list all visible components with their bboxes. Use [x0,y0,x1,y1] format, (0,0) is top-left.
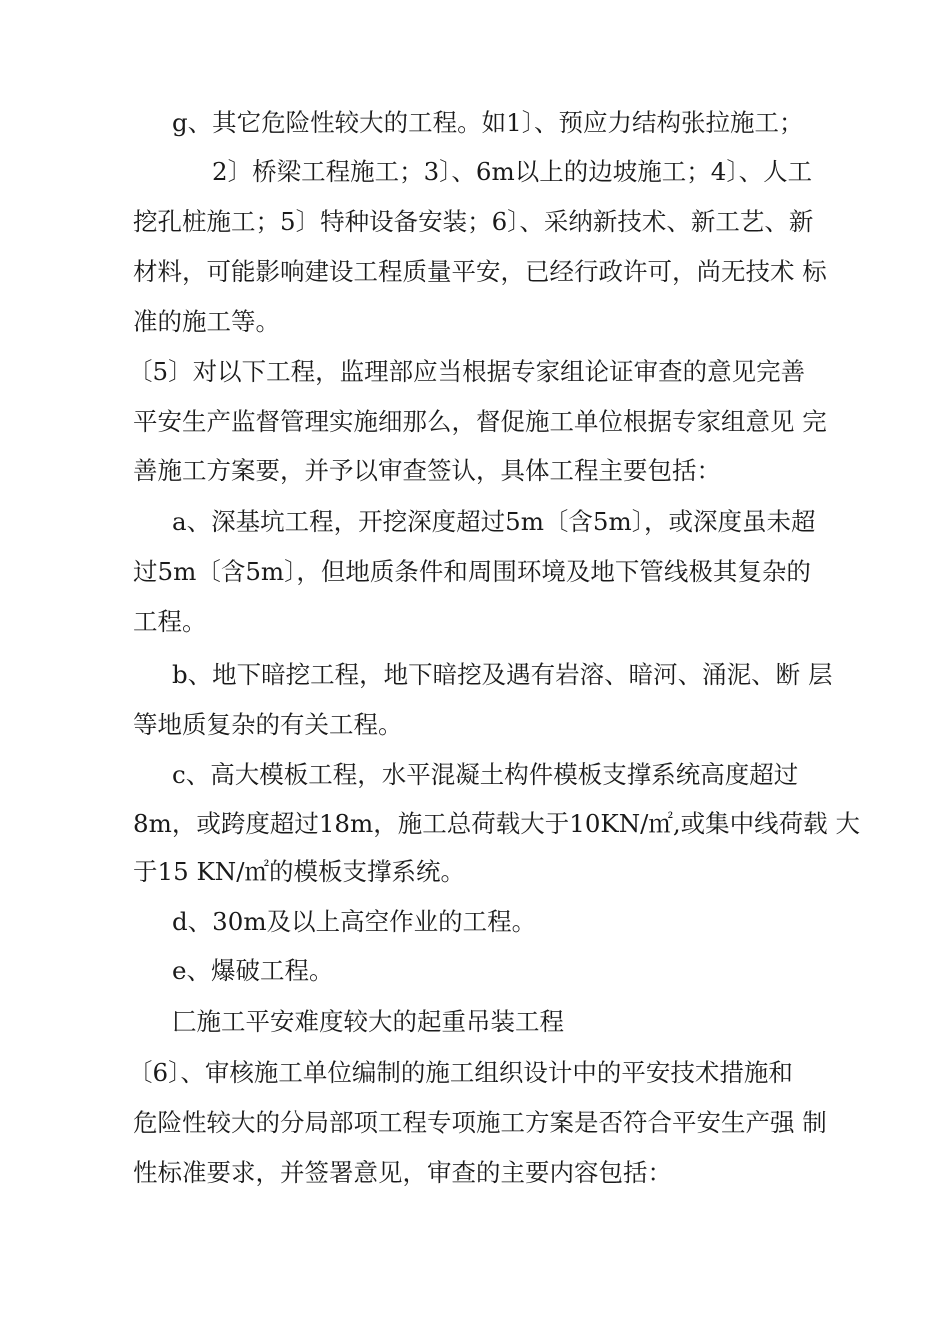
text-line: 2〕桥梁工程施工；3〕、6m以上的边坡施工；4〕、人工 [212,157,813,186]
text-line: a、深基坑工程，开挖深度超过5m〔含5m〕，或深度虽未超 [172,507,816,536]
text-line: 等地质复杂的有关工程。 [133,710,403,739]
text-line: 危险性较大的分局部项工程专项施工方案是否符合平安生产强 制 [133,1108,827,1137]
text-line: 于15 KN/㎡的模板支撑系统。 [133,857,465,886]
text-line: 〔6〕、审核施工单位编制的施工组织设计中的平安技术措施和 [128,1058,793,1087]
text-line: 工程。 [133,607,207,636]
text-line: g、其它危险性较大的工程。如1〕、预应力结构张拉施工； [172,108,804,137]
text-line: d、30m及以上高空作业的工程。 [172,907,537,936]
text-line: 挖孔桩施工；5〕特种设备安装；6〕、采纳新技术、新工艺、新 [133,207,814,236]
text-line: 平安生产监督管理实施细那么，督促施工单位根据专家组意见 完 [133,407,827,436]
text-line: 8m，或跨度超过18m，施工总荷载大于10KN/㎡,或集中线荷载 大 [133,809,860,838]
text-line: 材料，可能影响建设工程质量平安，已经行政许可，尚无技术 标 [133,257,827,286]
text-line: 准的施工等。 [133,307,280,336]
text-line: 〔5〕对以下工程，监理部应当根据专家组论证审查的意见完善 [128,357,806,386]
text-line: b、地下暗挖工程，地下暗挖及遇有岩溶、暗河、涌泥、断 层 [172,660,833,689]
text-line: 过5m〔含5m〕，但地质条件和周围环境及地下管线极其复杂的 [133,557,811,586]
text-line: 善施工方案要，并予以审查签认，具体工程主要包括： [133,456,721,485]
text-line: 匚施工平安难度较大的起重吊装工程 [172,1007,564,1036]
text-line: e、爆破工程。 [172,956,334,985]
text-line: c、高大模板工程，水平混凝土构件模板支撑系统高度超过 [172,760,799,789]
text-line: 性标准要求，并签署意见，审查的主要内容包括： [133,1158,672,1187]
